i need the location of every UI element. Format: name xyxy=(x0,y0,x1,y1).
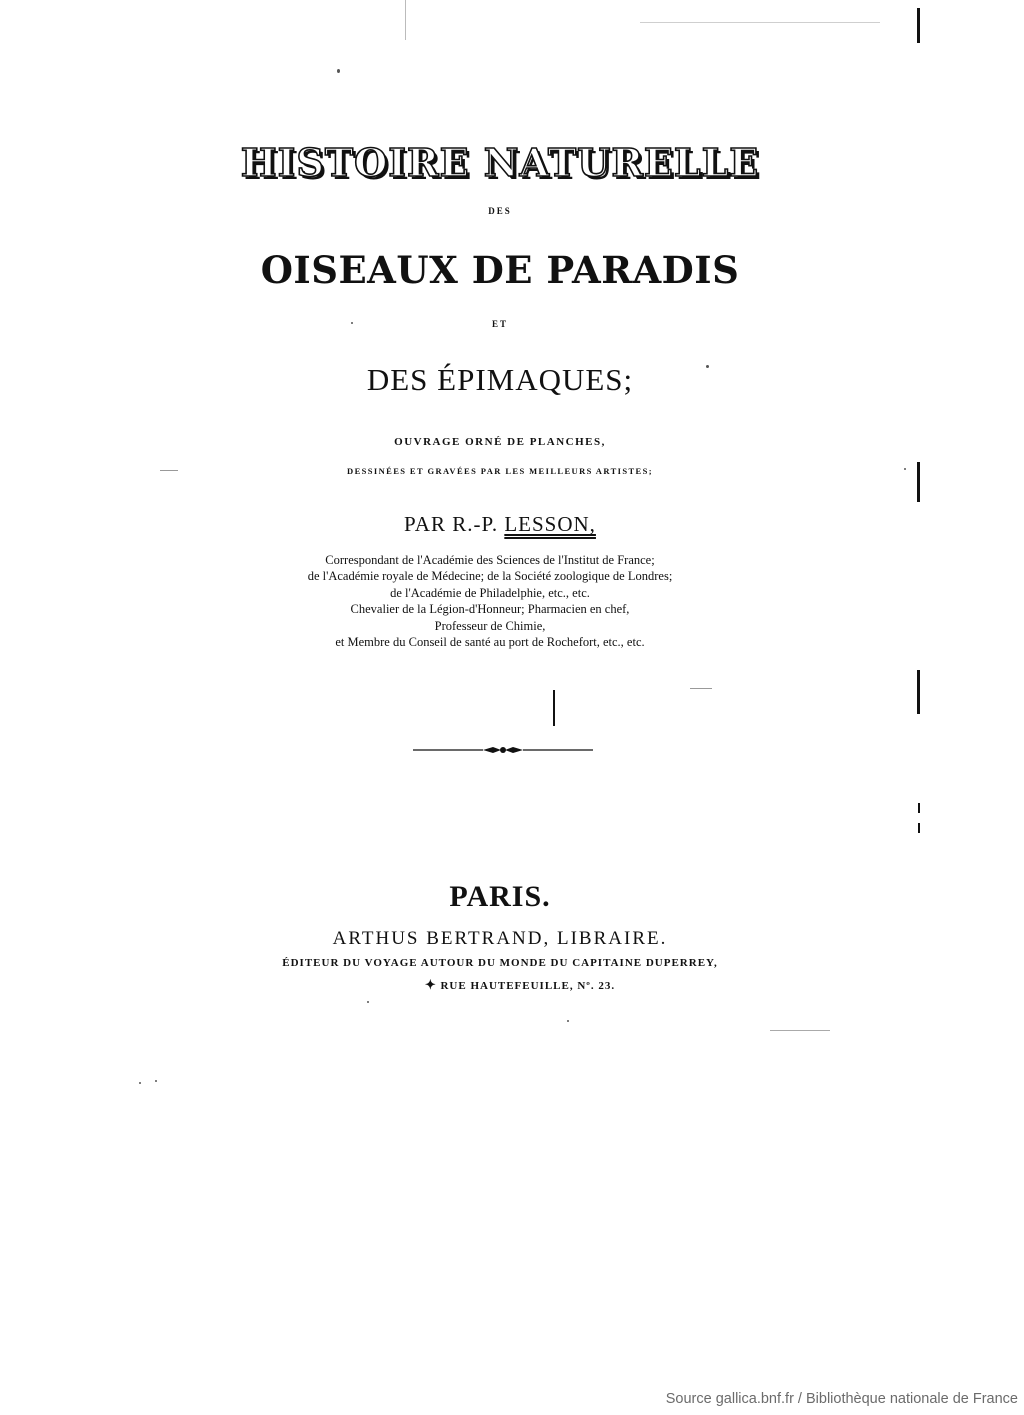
author-prefix: PAR R.-P. xyxy=(404,512,499,536)
scan-edge-mark xyxy=(918,803,920,813)
scan-speck xyxy=(139,1082,141,1084)
author-surname: LESSON, xyxy=(504,512,596,536)
credit-line: de l'Académie royale de Médecine; de la Société zoologique de Londres; xyxy=(307,569,673,584)
scan-vertical-mark xyxy=(553,690,555,726)
scan-speck xyxy=(567,1020,569,1022)
scan-edge-mark xyxy=(405,0,406,40)
credit-line: de l'Académie de Philadelphie, etc., etc. xyxy=(390,585,590,600)
scan-edge-mark xyxy=(918,823,920,833)
scan-dash xyxy=(690,688,712,689)
ornate-line-1: OUVRAGE ORNÉ DE PLANCHES, xyxy=(394,436,606,448)
scan-edge-mark xyxy=(917,670,920,714)
scan-speck xyxy=(155,1080,157,1082)
ornamental-rule-icon xyxy=(413,742,593,758)
scan-speck xyxy=(367,1001,369,1003)
scan-edge-mark xyxy=(917,8,920,43)
author-line xyxy=(0,512,1000,537)
scan-speck xyxy=(337,69,340,73)
scan-dash xyxy=(160,470,178,471)
credit-line: Chevalier de la Légion-d'Honneur; Pharmacien en chef, xyxy=(350,602,630,617)
scan-dash xyxy=(640,22,880,23)
credit-line: Correspondant de l'Académie des Sciences de l'Institut de France; xyxy=(325,553,655,567)
publisher-address xyxy=(20,977,1020,993)
publisher: ARTHUS BERTRAND, LIBRAIRE. xyxy=(332,928,668,949)
address-text: RUE HAUTEFEUILLE, Nº. 23. xyxy=(440,980,616,992)
scan-edge-mark xyxy=(917,462,920,502)
scan-speck xyxy=(706,365,709,368)
connector-et: ET xyxy=(491,319,508,329)
ornate-line-2: DESSINÉES ET GRAVÉES PAR LES MEILLEURS ARTISTES; xyxy=(347,466,653,476)
source-attribution: Source gallica.bnf.fr / Bibliothèque nationale de France xyxy=(665,1391,1018,1407)
heading-histoire-naturelle: HISTOIRE NATURELLE xyxy=(240,140,760,185)
author-credits xyxy=(0,552,980,650)
editor-note: ÉDITEUR DU VOYAGE AUTOUR DU MONDE DU CAPITAINE DUPERREY, xyxy=(282,957,718,969)
subtitle: DES ÉPIMAQUES; xyxy=(366,362,634,397)
credit-line: Professeur de Chimie, xyxy=(434,618,546,633)
place-paris: PARIS. xyxy=(449,880,551,913)
scan-dash xyxy=(770,1030,830,1031)
credit-line: et Membre du Conseil de santé au port de Rochefort, etc., etc. xyxy=(335,635,645,650)
asterism-icon: ✦ xyxy=(424,977,437,992)
scan-speck xyxy=(904,468,906,470)
connector-des: DES xyxy=(488,206,512,216)
scan-speck xyxy=(351,322,353,324)
main-title: OISEAUX DE PARADIS xyxy=(260,248,740,292)
